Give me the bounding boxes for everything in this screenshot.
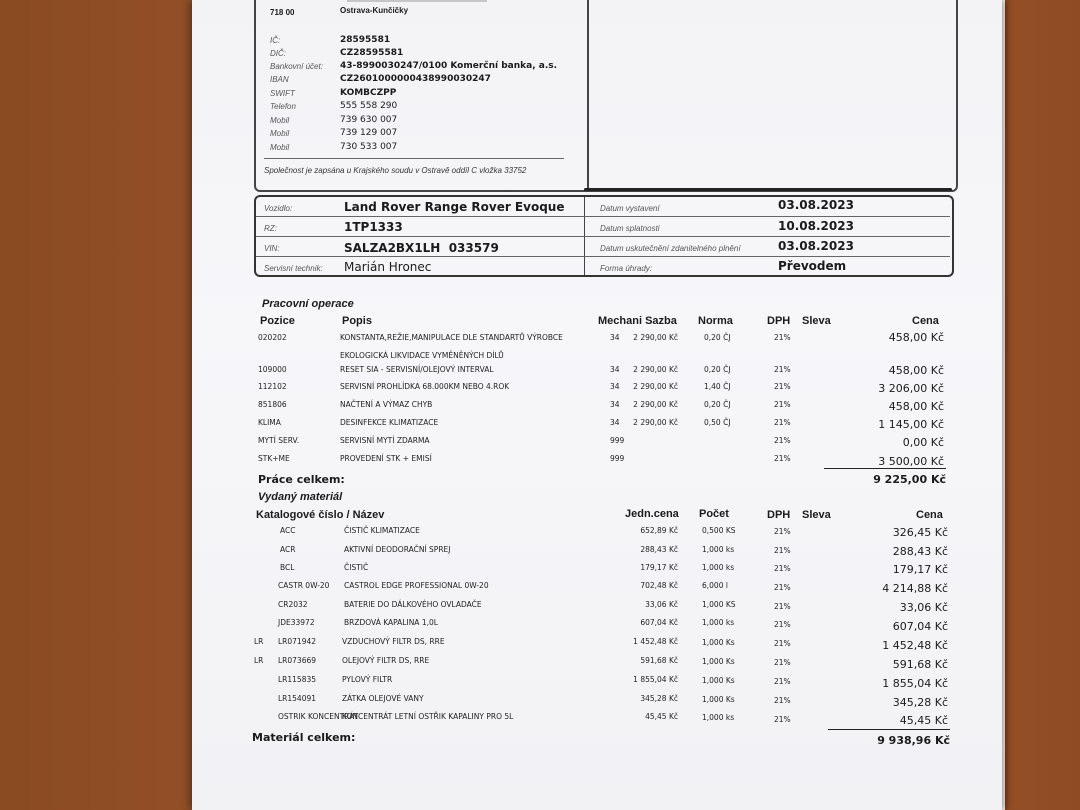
table-row-pocet: 1,000 Ks (702, 676, 735, 685)
table-row-dph: 21% (774, 400, 791, 409)
labor-total-value: 9 225,00 Kč (873, 473, 946, 486)
table-row-mech: 34 (610, 400, 620, 409)
table-row-dph: 21% (774, 715, 791, 724)
table-row-cena: 1 855,04 Kč (882, 677, 948, 690)
table-row-cena: 1 452,48 Kč (882, 639, 948, 652)
table-row-pocet: 1,000 ks (702, 545, 735, 554)
table-row-kod: LR115835 (278, 675, 317, 684)
bank-value: 43-8990030247/0100 Komerční banka, a.s. (340, 61, 558, 71)
table-row-cena: 591,68 Kč (892, 658, 948, 671)
table-row-kod: OSTRIK KONCENTRÁT (278, 712, 359, 721)
rz-label: RZ: (264, 224, 277, 233)
table-row-nazev: BATERIE DO DÁLKOVÉHO OVLADAČE (344, 600, 482, 609)
mobile-label-3: Mobil (270, 143, 290, 152)
issue-date-label: Datum vystavení (600, 204, 660, 213)
phone-label: Telefon (270, 102, 296, 111)
col-sleva-mat: Sleva (802, 509, 831, 521)
labor-section-title: Pracovní operace (262, 298, 354, 310)
table-row-popis: SERVISNÍ MYTÍ ZDARMA (340, 436, 430, 445)
mobile-value-1: 739 630 007 (340, 115, 398, 125)
table-row-cena: 179,17 Kč (892, 563, 948, 576)
table-row-dph: 21% (774, 620, 791, 629)
vin-value: SALZA2BX1LH 033579 (344, 241, 499, 255)
header-divider (587, 0, 589, 190)
material-total-label: Materiál celkem: (252, 731, 356, 744)
dic-value: CZ28595581 (340, 48, 404, 58)
phone-value: 555 558 290 (340, 101, 398, 111)
technician-value: Marián Hronec (344, 260, 432, 274)
table-row-mech: 34 (610, 382, 620, 391)
postcode: 718 00 (270, 8, 295, 17)
table-row-nazev: OLEJOVÝ FILTR DS, RRE (342, 656, 430, 665)
table-row-cena: 0,00 Kč (902, 436, 944, 449)
due-date-value: 10.08.2023 (778, 219, 854, 233)
labor-total-label: Práce celkem: (258, 473, 345, 486)
table-row-dph: 21% (774, 658, 791, 667)
invoice-page (192, 0, 1002, 810)
col-jedn-cena: Jedn.cena (625, 508, 679, 520)
col-sleva: Sleva (802, 315, 831, 327)
table-row-cena: 326,45 Kč (892, 526, 948, 539)
table-row-popis: RESET SIA - SERVISNÍ/OLEJOVÝ INTERVAL (340, 365, 494, 374)
table-row-cena: 458,00 Kč (888, 400, 944, 413)
table-row-kod: JDE33972 (278, 618, 315, 627)
table-row-popis: NAČTENÍ A VÝMAZ CHYB (340, 400, 433, 409)
table-row-popis: EKOLOGICKÁ LIKVIDACE VYMĚNĚNÝCH DÍLŮ (340, 351, 504, 360)
table-row-nazev: VZDUCHOVÝ FILTR DS, RRE (342, 637, 445, 646)
table-row-cena: 33,06 Kč (899, 601, 948, 614)
city: Ostrava-Kunčičky (340, 6, 409, 15)
col-mechanik-sazba: Mechani Sazba (598, 315, 677, 327)
mobile-value-2: 739 129 007 (340, 128, 398, 138)
col-dph-mat: DPH (767, 509, 791, 521)
vehicle-row-line-2 (256, 236, 950, 237)
table-row-pozice: 851806 (258, 400, 287, 409)
table-row-pocet: 1,000 ks (702, 563, 735, 572)
table-row-pozice: KLIMA (258, 418, 281, 427)
table-row-cena: 458,00 Kč (888, 364, 944, 377)
material-total-rule (828, 729, 950, 730)
header-bottom-stroke (584, 188, 952, 191)
table-row-nazev: ZÁTKA OLEJOVÉ VANY (342, 694, 424, 703)
swift-label: SWIFT (270, 89, 295, 98)
table-row-kod: CR2032 (278, 600, 308, 609)
table-row-dph: 21% (774, 365, 791, 374)
mobile-label-2: Mobil (270, 129, 290, 138)
col-cena-mat: Cena (916, 509, 943, 521)
table-row-pocet: 0,500 KS (702, 526, 736, 535)
iban-label: IBAN (270, 75, 289, 84)
table-row-cena: 1 145,00 Kč (878, 418, 944, 431)
table-row-nazev: KONCENTRÁT LETNÍ OSTŘIK KAPALINY PRO 5L (342, 712, 514, 721)
ico-value: 28595581 (340, 35, 391, 45)
rz-value: 1TP1333 (344, 220, 403, 234)
mobile-label-1: Mobil (270, 116, 290, 125)
table-row-jedn: 591,68 Kč (640, 656, 678, 665)
bank-label: Bankovní účet: (270, 62, 323, 71)
table-row-cena: 4 214,88 Kč (882, 582, 948, 595)
table-row-sazba: 2 290,00 Kč (633, 418, 678, 427)
table-row-dph: 21% (774, 677, 791, 686)
col-pocet: Počet (699, 508, 729, 520)
table-row-nazev: ČISTIČ KLIMATIZACE (344, 526, 420, 535)
table-row-pozice: 112102 (258, 382, 287, 391)
table-row-jedn: 652,89 Kč (640, 526, 678, 535)
table-row-norma: 0,20 ČJ (704, 365, 731, 374)
mobile-value-3: 730 533 007 (340, 142, 398, 152)
table-row-dph: 21% (774, 382, 791, 391)
ico-label: IČ: (270, 36, 281, 45)
table-row-pocet: 1,000 KS (702, 600, 736, 609)
table-row-cena: 345,28 Kč (892, 696, 948, 709)
table-row-jedn: 702,48 Kč (640, 581, 678, 590)
table-row-popis: DESINFEKCE KLIMATIZACE (340, 418, 439, 427)
table-row-sazba: 2 290,00 Kč (633, 365, 678, 374)
iban-value: CZ2601000000438990030247 (340, 74, 491, 84)
table-row-kod: LR073669 (278, 656, 317, 665)
table-row-prefix: LR (254, 637, 264, 646)
col-katalog: Katalogové číslo / Název (256, 509, 385, 521)
material-total-value: 9 938,96 Kč (877, 734, 950, 747)
table-row-popis: KONSTANTA,REŽIE,MANIPULACE DLE STANDARTŮ VÝROBCE (340, 333, 563, 342)
table-row-kod: LR071942 (278, 637, 317, 646)
vehicle-row-line-1 (256, 216, 950, 217)
table-row-pozice: STK+ME (258, 454, 290, 463)
table-row-cena: 45,45 Kč (899, 714, 948, 727)
table-row-sazba: 2 290,00 Kč (633, 333, 678, 342)
table-row-nazev: CASTROL EDGE PROFESSIONAL 0W-20 (344, 581, 489, 590)
col-pozice: Pozice (260, 315, 295, 327)
table-row-dph: 21% (774, 333, 791, 342)
table-row-nazev: AKTIVNÍ DEODORAČNÍ SPREJ (344, 545, 451, 554)
table-row-jedn: 345,28 Kč (640, 694, 678, 703)
table-row-mech: 999 (610, 454, 625, 463)
dic-label: DIČ: (270, 49, 286, 58)
col-popis: Popis (342, 315, 372, 327)
table-row-dph: 21% (774, 454, 791, 463)
table-row-jedn: 179,17 Kč (640, 563, 678, 572)
table-row-pocet: 1,000 ks (702, 618, 735, 627)
table-row-dph: 21% (774, 418, 791, 427)
table-row-kod: LR154091 (278, 694, 317, 703)
table-row-mech: 999 (610, 436, 625, 445)
table-row-cena: 3 500,00 Kč (878, 455, 944, 468)
table-row-pocet: 1,000 Ks (702, 638, 735, 647)
vin-label: VIN: (264, 244, 280, 253)
material-section-title: Vydaný materiál (258, 491, 343, 503)
table-row-dph: 21% (774, 564, 791, 573)
table-row-nazev: BRZDOVÁ KAPALINA 1,0L (344, 618, 438, 627)
table-row-cena: 3 206,00 Kč (878, 382, 944, 395)
table-row-norma: 1,40 ČJ (704, 382, 731, 391)
payment-label: Forma úhrady: (600, 264, 653, 273)
table-row-norma: 0,20 ČJ (704, 400, 731, 409)
table-row-pocet: 1,000 ks (702, 713, 735, 722)
tax-date-value: 03.08.2023 (778, 239, 854, 253)
swift-value: KOMBCZPP (340, 88, 397, 98)
vehicle-value: Land Rover Range Rover Evoque (344, 200, 565, 214)
table-row-dph: 21% (774, 527, 791, 536)
table-row-pozice: MYTÍ SERV. (258, 436, 300, 445)
payment-value: Převodem (778, 259, 847, 273)
table-row-nazev: ČISTIČ (344, 563, 369, 572)
technician-label: Servisní technik: (264, 264, 323, 273)
col-dph: DPH (767, 315, 791, 327)
table-row-pocet: 1,000 Ks (702, 695, 735, 704)
table-row-pozice: 020202 (258, 333, 287, 342)
table-row-mech: 34 (610, 333, 620, 342)
table-row-dph: 21% (774, 436, 791, 445)
table-row-dph: 21% (774, 602, 791, 611)
table-row-jedn: 33,06 Kč (645, 600, 678, 609)
table-row-dph: 21% (774, 639, 791, 648)
table-row-sazba: 2 290,00 Kč (633, 400, 678, 409)
table-row-jedn: 288,43 Kč (640, 545, 678, 554)
table-row-popis: PROVEDENÍ STK + EMISÍ (340, 454, 432, 463)
table-row-pozice: 109000 (258, 365, 287, 374)
tax-date-label: Datum uskutečnění zdanitelného plnění (600, 244, 741, 253)
table-row-kod: BCL (280, 563, 295, 572)
table-row-kod: CASTR 0W-20 (278, 581, 330, 590)
registration-divider (264, 158, 564, 159)
table-row-pocet: 6,000 l (702, 581, 728, 590)
table-row-popis: SERVISNÍ PROHLÍDKA 68.000KM NEBO 4.ROK (340, 382, 510, 391)
table-row-dph: 21% (774, 696, 791, 705)
vehicle-row-line-3 (256, 256, 950, 257)
table-row-dph: 21% (774, 583, 791, 592)
table-row-dph: 21% (774, 546, 791, 555)
table-row-cena: 607,04 Kč (892, 620, 948, 633)
table-row-kod: ACR (280, 545, 296, 554)
table-row-norma: 0,50 ČJ (704, 418, 731, 427)
registration-note: Společnost je zapsána u Krajského soudu v Ostravě oddíl C vložka 33752 (264, 166, 527, 175)
table-row-nazev: PYLOVÝ FILTR (342, 675, 393, 684)
table-row-kod: ACC (280, 526, 296, 535)
table-row-prefix: LR (254, 656, 264, 665)
table-row-jedn: 607,04 Kč (640, 618, 678, 627)
labor-total-rule (824, 468, 946, 469)
table-row-mech: 34 (610, 418, 620, 427)
table-row-norma: 0,20 ČJ (704, 333, 731, 342)
col-norma: Norma (698, 315, 733, 327)
table-row-jedn: 1 452,48 Kč (633, 637, 678, 646)
issue-date-value: 03.08.2023 (778, 198, 854, 212)
table-row-mech: 34 (610, 365, 620, 374)
table-row-cena: 288,43 Kč (892, 545, 948, 558)
table-row-jedn: 1 855,04 Kč (633, 675, 678, 684)
table-row-sazba: 2 290,00 Kč (633, 382, 678, 391)
due-date-label: Datum splatnosti (600, 224, 660, 233)
table-row-jedn: 45,45 Kč (645, 712, 678, 721)
table-row-cena: 458,00 Kč (888, 331, 944, 344)
vehicle-label: Vozidlo: (264, 204, 293, 213)
table-row-pocet: 1,000 Ks (702, 657, 735, 666)
col-cena: Cena (912, 315, 939, 327)
